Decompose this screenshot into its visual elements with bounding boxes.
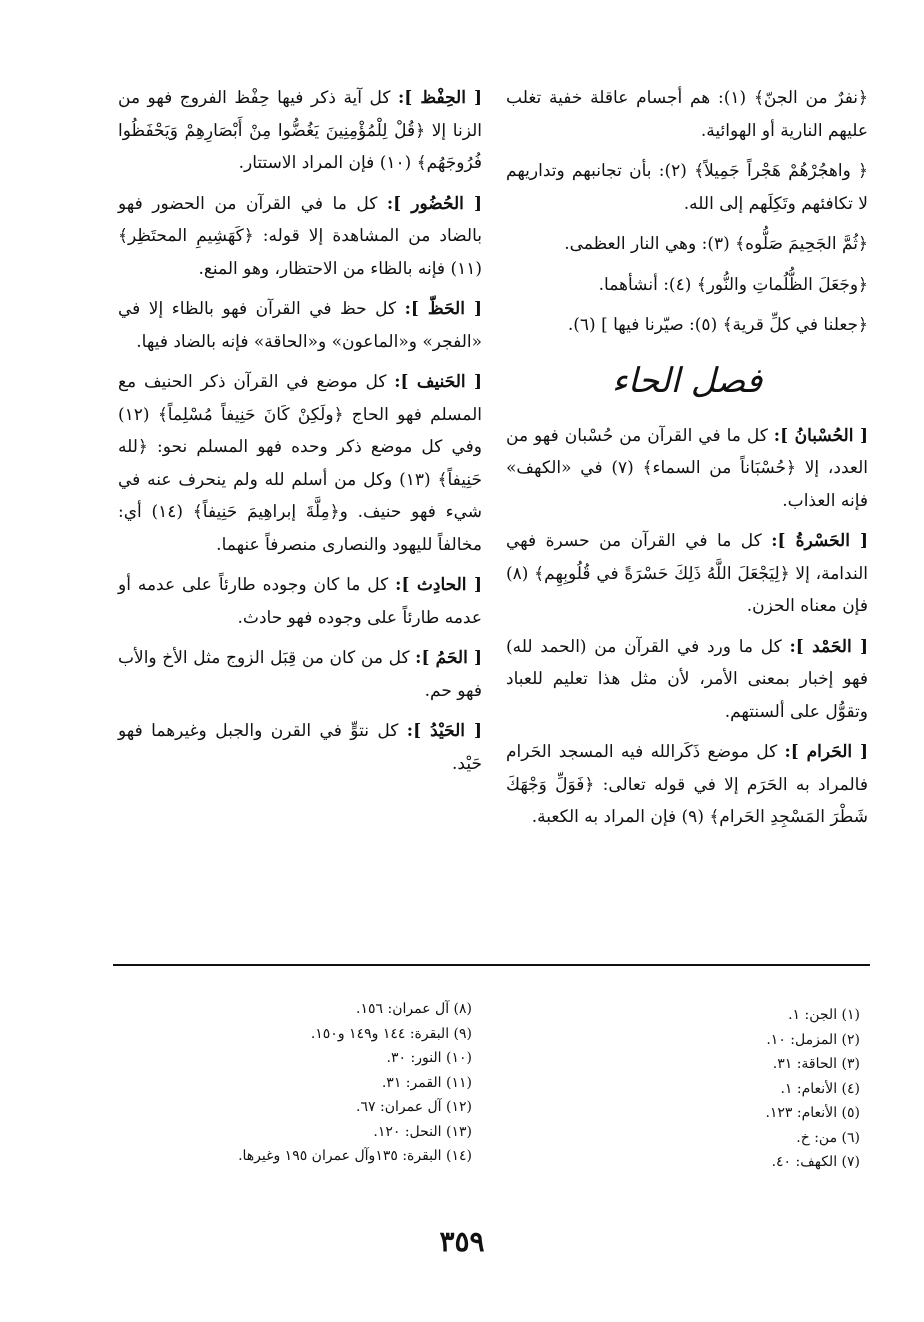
gloss-entry: ﴿ثُمَّ الجَحِيمَ صَلُّوه﴾ (٣): وهي النار العظمى.: [564, 234, 868, 254]
entry-term: [ الحَرام ]:: [784, 742, 869, 762]
footnote: (٦) من: خ.: [796, 1129, 860, 1146]
entry-body: كل ما في القرآن من حُسْبان فهو من العدد، إلا ﴿حُسْبَاناً من السماء﴾ (٧) في «الكهف» فإنه العذاب.: [506, 425, 868, 511]
entry-term: [ الحَظّ ]:: [404, 299, 482, 319]
footnote: (١٢) آل عمران: ٦٧.: [356, 1099, 472, 1115]
footnote: (١٠) النور: ٣٠.: [386, 1050, 472, 1066]
footnote: (٤) الأنعام: ١.: [780, 1080, 860, 1097]
entry-body: كل موضع في القرآن ذكر الحنيف مع المسلم فهو الحاج ﴿ولَكِنْ كَانَ حَنِيفاً مُسْلِماً﴾ (١٢) وفي كل موضع ذكر وحده فهو المسلم نحو: ﴿لله حَنِيفاً﴾ (١٣) وكل من أسلم لله ولم ينحرف عنه في شيء فهو حنيف. و﴿مِلَّةَ إبراهِيمَ حَنِيفاً﴾ (١٤) أي: مخالفاً لليهود والنصارى منصرفاً عنهما.: [118, 372, 482, 555]
dictionary-entry: [506, 525, 868, 623]
footnote: (٨) آل عمران: ١٥٦.: [356, 1001, 472, 1017]
footnote-divider: [113, 964, 870, 966]
gloss-entry: ﴿وجَعَلَ الظُّلُماتِ والنُّور﴾ (٤): أنشأهما.: [598, 274, 868, 295]
entry-term: [ الحَنيف ]:: [394, 372, 483, 392]
entry-body: كل ما ورد في القرآن من (الحمد لله) فهو إخبار بمعنى الأمر، لأن مثل هذا تعليم للعباد وتقوُّل على ألسنتهم.: [506, 636, 868, 722]
page-number: ٣٥٩: [439, 1225, 485, 1258]
entry-term: [ الحادِث ]:: [395, 575, 482, 595]
dictionary-entry: [118, 293, 482, 358]
gloss-entry: ﴿نفرٌ من الجنّ﴾ (١): هم أجسام عاقلة خفية تغلب عليهم النارية أو الهوائية.: [506, 88, 868, 141]
entry-body: كل ما في القرآن من الحضور فهو بالضاد من المشاهدة إلا قوله: ﴿كَهَشِيمِ المحتَظِر﴾ (١١) فإنه بالظاء من الاحتظار، وهو المنع.: [118, 193, 482, 279]
entry-term: [ الحَمْد ]:: [789, 636, 868, 657]
entry-term: [ الحُضُور ]:: [386, 193, 483, 214]
footnote: (٥) الأنعام: ١٢٣.: [765, 1105, 860, 1121]
entry-term: [ الحِفْظ ]:: [398, 88, 483, 108]
gloss-entry: ﴿جعلنا في كلِّ قرية﴾ (٥): صيّرنا فيها ] (٦).: [567, 315, 868, 335]
dictionary-entry: [506, 631, 868, 729]
entry-body: كل حظ في القرآن فهو بالظاء إلا في «الفجر» و«الماعون» و«الحاقة» فإنه بالضاد فيها.: [118, 299, 482, 352]
dictionary-entry: [118, 642, 482, 707]
footnote: (٣) الحاقة: ٣١.: [772, 1056, 860, 1072]
footnotes-left: [180, 997, 472, 1169]
right-column: [506, 82, 868, 842]
dictionary-entry: [118, 715, 482, 780]
footnote: (٩) البقرة: ١٤٤ و١٤٩ و١٥٠.: [310, 1025, 472, 1042]
dictionary-entry: [118, 366, 482, 561]
footnote: (١) الجن: ١.: [788, 1007, 860, 1023]
dictionary-entry: [118, 188, 482, 286]
footnote: (٧) الكهف: ٤٠.: [771, 1154, 860, 1170]
footnotes-right: [700, 1003, 860, 1175]
dictionary-entry: [118, 569, 482, 634]
entry-body: كل آية ذكر فيها حِفْظ الفروج فهو من الزنا إلا ﴿قُلْ لِلْمُؤْمِنِينَ يَغُضُّوا مِنْ أَبْصَارِهِمْ وَيَحْفَظُوا فُرُوجَهُم﴾ (١٠) فإن المراد الاستتار.: [118, 88, 482, 173]
entry-term: [ الحَيْدُ ]:: [406, 721, 482, 741]
gloss-entry: ﴿ واهجُرْهُمْ هَجْراً جَمِيلاً﴾ (٢): بأن تجانبهم وتداريهم لا تكافئهم وتَكِلَهم إلى الله.: [506, 161, 868, 214]
entry-term: [ الحَسْرةُ ]:: [771, 531, 869, 551]
entry-term: [ الحُسْبانُ ]:: [773, 425, 868, 446]
left-column: [118, 82, 482, 788]
dictionary-entry: [118, 82, 482, 180]
entry-body: كل نتوٍّ في القرن والجبل وغيرهما فهو حَيْد.: [118, 721, 482, 774]
entry-body: كل من كان من قِبَل الزوج مثل الأخ والأب فهو حم.: [118, 648, 482, 701]
dictionary-entry: [506, 736, 868, 834]
section-heading: فصل الحاء: [611, 360, 763, 401]
footnote: (١٤) البقرة: ١٣٥وآل عمران ١٩٥ وغيرها.: [238, 1148, 472, 1164]
dictionary-entry: [506, 420, 868, 518]
footnote: (١١) القمر: ٣١.: [381, 1074, 472, 1091]
entry-term: [ الحَمُ ]:: [415, 648, 483, 668]
entry-body: كل ما كان وجوده طارئاً على عدمه أو عدمه طارئاً على وجوده فهو حادث.: [118, 575, 482, 628]
footnote: (٢) المزمل: ١٠.: [766, 1031, 860, 1048]
footnote: (١٣) النحل: ١٢٠.: [373, 1123, 472, 1140]
entry-body: كل موضع ذَكَرالله فيه المسجد الحَرام فالمراد به الحَرَم إلا في قوله تعالى: ﴿فَوَلِّ وَجْهَكَ شَطْرَ المَسْجِدِ الحَرام﴾ (٩) فإن المراد به الكعبة.: [506, 742, 868, 827]
entry-body: كل ما في القرآن من حسرة فهي الندامة، إلا ﴿لِيَجْعَلَ اللَّهُ ذَلِكَ حَسْرَةً في قُلُوبِهِم﴾ (٨) فإن معناه الحزن.: [506, 531, 868, 616]
